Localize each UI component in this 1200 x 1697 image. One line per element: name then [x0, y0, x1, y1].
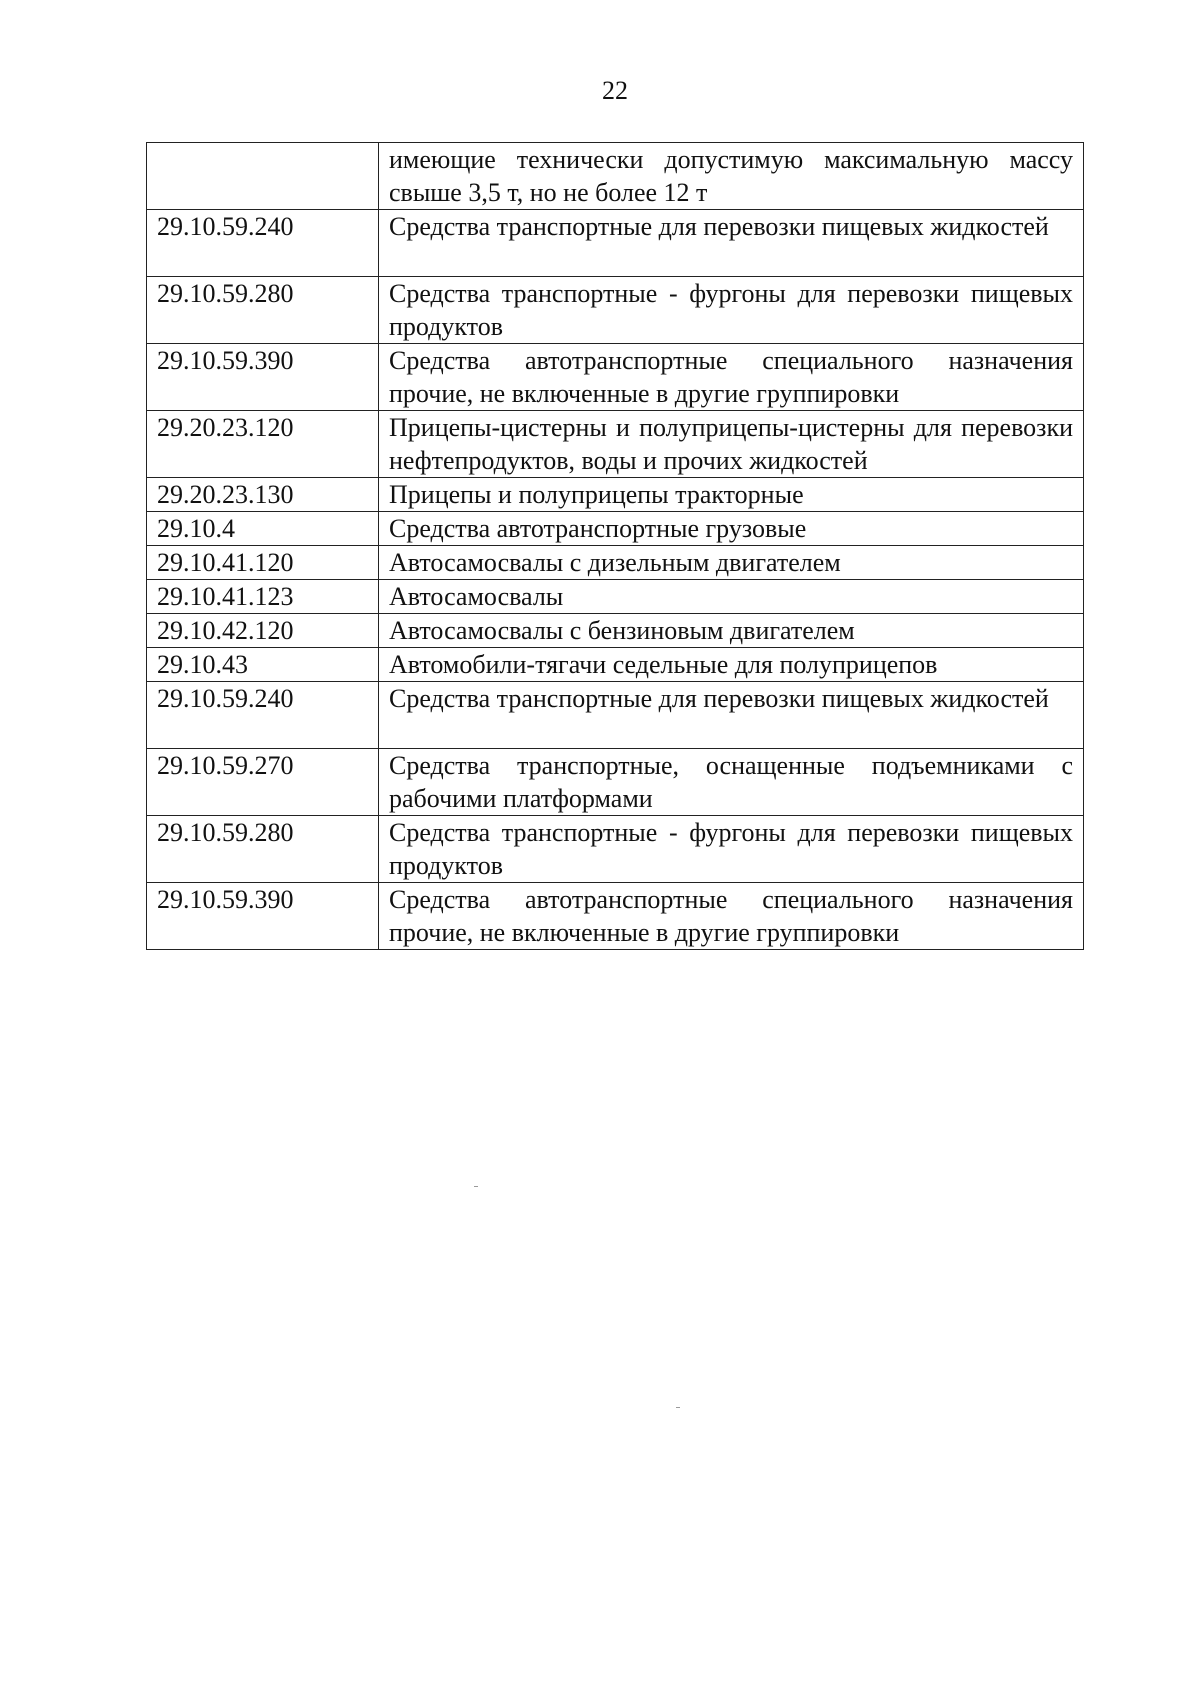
- table-row: [147, 344, 1084, 411]
- okpd-code-table: [146, 142, 1084, 950]
- code-cell: 29.10.4: [147, 512, 379, 546]
- code-cell: 29.20.23.120: [147, 411, 379, 478]
- table-row: [147, 411, 1084, 478]
- code-cell: 29.10.41.123: [147, 580, 379, 614]
- name-cell: Прицепы-цистерны и полуприцепы-цистерны для перевозки нефтепродуктов, воды и прочих жидкостей: [379, 411, 1084, 478]
- table-row: [147, 749, 1084, 816]
- page-number: 22: [602, 76, 628, 105]
- code-cell: [147, 143, 379, 210]
- name-cell: Средства транспортные для перевозки пищевых жидкостей: [379, 682, 1084, 749]
- code-cell: 29.10.41.120: [147, 546, 379, 580]
- name-cell: Автосамосвалы: [379, 580, 1084, 614]
- table-row: [147, 143, 1084, 210]
- table-row: [147, 614, 1084, 648]
- name-cell: Автосамосвалы с бензиновым двигателем: [379, 614, 1084, 648]
- table-row: [147, 478, 1084, 512]
- table-row: [147, 883, 1084, 950]
- code-cell: 29.10.59.390: [147, 883, 379, 950]
- table-row: [147, 546, 1084, 580]
- code-cell: 29.10.59.240: [147, 210, 379, 277]
- name-cell: Средства автотранспортные грузовые: [379, 512, 1084, 546]
- scan-speck: [474, 1186, 478, 1187]
- table-row: [147, 580, 1084, 614]
- name-cell: Средства транспортные для перевозки пищевых жидкостей: [379, 210, 1084, 277]
- name-cell: Прицепы и полуприцепы тракторные: [379, 478, 1084, 512]
- table-row: [147, 210, 1084, 277]
- code-cell: 29.10.59.270: [147, 749, 379, 816]
- table-row: [147, 277, 1084, 344]
- code-cell: 29.10.59.280: [147, 277, 379, 344]
- table-body: [147, 143, 1084, 950]
- scan-speck: [676, 1407, 680, 1408]
- code-cell: 29.10.59.240: [147, 682, 379, 749]
- code-cell: 29.20.23.130: [147, 478, 379, 512]
- name-cell: Средства автотранспортные специального назначения прочие, не включенные в другие группировки: [379, 883, 1084, 950]
- code-cell: 29.10.59.390: [147, 344, 379, 411]
- table-row: [147, 682, 1084, 749]
- code-cell: 29.10.59.280: [147, 816, 379, 883]
- code-cell: 29.10.42.120: [147, 614, 379, 648]
- name-cell: Средства транспортные - фургоны для перевозки пищевых продуктов: [379, 277, 1084, 344]
- name-cell: Средства автотранспортные специального назначения прочие, не включенные в другие группировки: [379, 344, 1084, 411]
- name-cell: Средства транспортные, оснащенные подъемниками с рабочими платформами: [379, 749, 1084, 816]
- table-row: [147, 512, 1084, 546]
- name-cell: Средства транспортные - фургоны для перевозки пищевых продуктов: [379, 816, 1084, 883]
- table-row: [147, 816, 1084, 883]
- name-cell: Автомобили-тягачи седельные для полуприцепов: [379, 648, 1084, 682]
- name-cell: Автосамосвалы с дизельным двигателем: [379, 546, 1084, 580]
- table-row: [147, 648, 1084, 682]
- code-cell: 29.10.43: [147, 648, 379, 682]
- name-cell: имеющие технически допустимую максимальную массу свыше 3,5 т, но не более 12 т: [379, 143, 1084, 210]
